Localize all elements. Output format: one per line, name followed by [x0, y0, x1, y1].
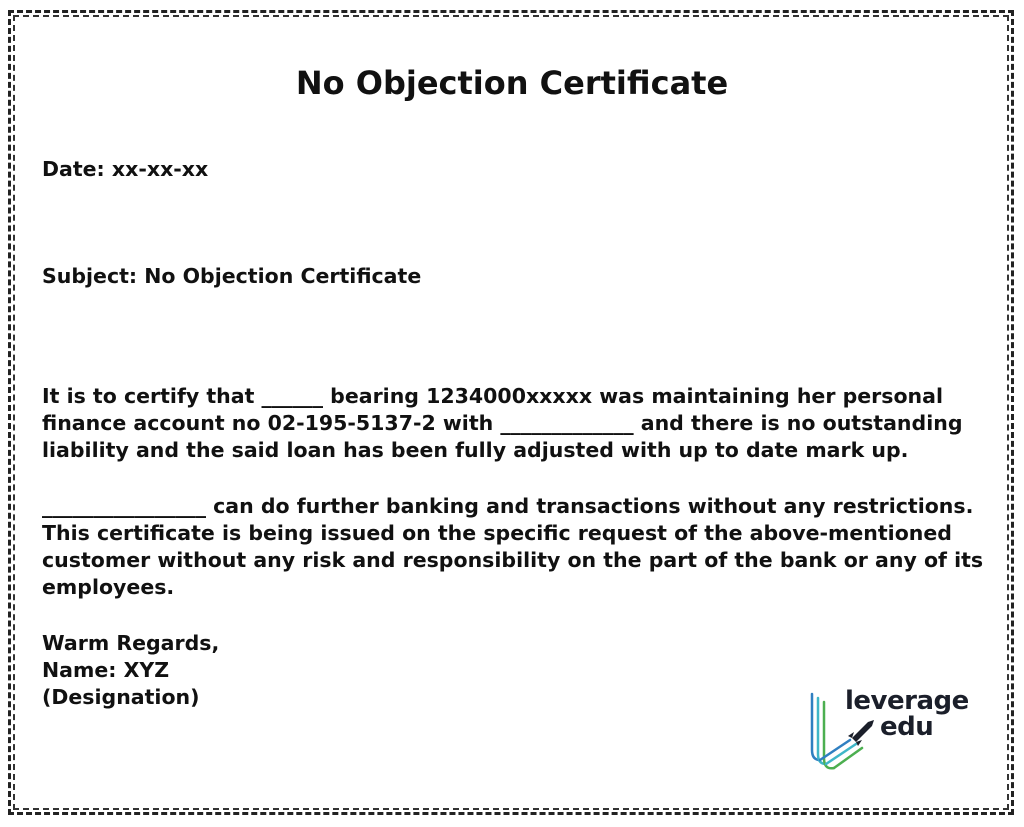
subject-line: Subject: No Objection Certificate [42, 264, 422, 288]
closing-designation: (Designation) [42, 685, 200, 709]
certificate-title: No Objection Certificate [295, 64, 729, 102]
paragraph1-line3: liability and the said loan has been fully adjusted with up to date mark up. [42, 438, 909, 462]
logo-text-leverage: leverage [845, 686, 969, 716]
paragraph1-line1: It is to certify that ______ bearing 1234000xxxxx was maintaining her personal [42, 384, 943, 408]
paragraph2-line2: This certificate is being issued on the specific request of the above-mentioned [42, 521, 952, 545]
logo-text-edu: edu [880, 712, 934, 742]
paragraph2-line3: customer without any risk and responsibility on the part of the bank or any of its [42, 548, 984, 572]
paragraph1-line2: finance account no 02-195-5137-2 with _____________ and there is no outstanding [42, 411, 963, 435]
date-line: Date: xx-xx-xx [42, 157, 209, 181]
closing-regards: Warm Regards, [42, 631, 220, 655]
closing-name: Name: XYZ [42, 658, 170, 682]
paragraph2-line4: employees. [42, 575, 175, 599]
paragraph2-line1: ________________ can do further banking and transactions without any restrictions. [42, 494, 974, 518]
